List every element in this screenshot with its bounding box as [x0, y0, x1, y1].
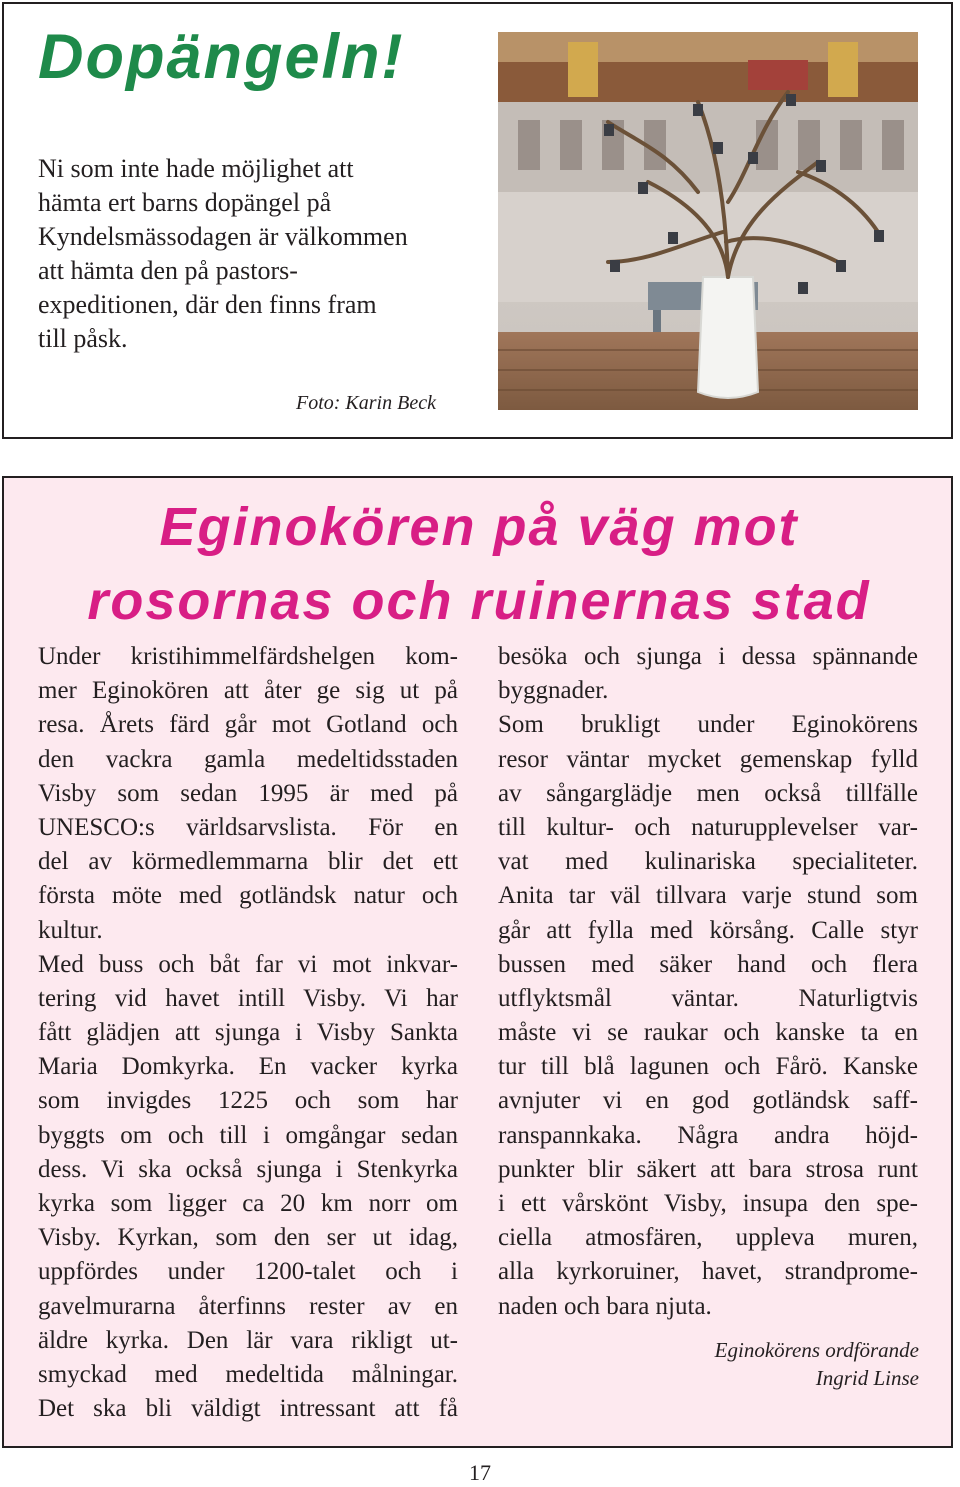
notice-line: expeditionen, där den finns fram — [38, 290, 377, 319]
body-line: av sångarglädje men också tillfälle — [498, 779, 918, 807]
notice-line: att hämta den på pastors- — [38, 256, 298, 285]
body-line: bussen med säker hand och flera — [498, 950, 918, 978]
headline-line: Eginokören på väg mot — [159, 497, 799, 557]
body-line: går att fylla med körsång. Calle styr — [498, 916, 918, 944]
body-line: tering vid havet intill Visby. Vi har — [38, 984, 458, 1012]
body-line: i ett vårskönt Visby, insupa den spe- — [498, 1190, 918, 1217]
body-line: alla kyrkoruiner, havet, strandprome- — [498, 1258, 918, 1286]
body-line: den vackra gamla medeltidsstaden — [38, 745, 458, 773]
article-right-column — [498, 640, 918, 1324]
body-line: kultur. — [38, 916, 103, 944]
photo-credit: Foto: Karin Beck — [296, 392, 436, 414]
body-line: Anita tar väl tillvara varje stund som — [498, 882, 918, 910]
angel-tree-image — [498, 32, 918, 410]
body-line: uppfördes under 1200-talet och i — [38, 1258, 458, 1286]
body-line: ciella atmosfären, uppleva muren, — [498, 1224, 918, 1252]
body-line: byggnader. — [498, 677, 609, 705]
church-altar-photo — [498, 32, 918, 410]
notice-line: Ni som inte hade möjlighet att — [38, 154, 354, 183]
article-left-column — [38, 640, 458, 1426]
body-line: vat med kulinariska specialiteter. — [498, 848, 918, 876]
article-headline — [0, 490, 958, 638]
body-line: ranspannkaka. Några andra höjd- — [498, 1121, 918, 1149]
body-line: som invigdes 1225 och som har — [38, 1087, 458, 1115]
body-line: utflyktsmål väntar. Naturligtvis — [498, 984, 918, 1012]
headline-line: rosornas och ruinernas stad — [87, 571, 871, 631]
body-line: resor väntar mycket gemenskap fylld — [498, 745, 918, 773]
page-number: 17 — [469, 1460, 491, 1485]
body-line: avnjuter vi en god gotländsk saff- — [498, 1087, 918, 1115]
angel-notice-title: Dopängeln! — [38, 22, 405, 92]
body-line: äldre kyrka. Den lär vara rikligt ut- — [38, 1326, 458, 1354]
body-line: naden och bara njuta. — [498, 1292, 712, 1320]
body-line: Under kristihimmelfärdshelgen kom- — [38, 643, 458, 670]
angel-notice-text — [38, 152, 458, 356]
body-line: måste vi se raukar och kanske ta en — [498, 1019, 918, 1047]
body-line: punkter blir säkert att bara strosa runt — [498, 1155, 918, 1183]
body-line: dess. Vi ska också sjunga i Stenkyrka — [38, 1155, 458, 1183]
signature-role: Eginokörens ordförande — [714, 1338, 919, 1362]
body-line: byggts om och till i omgångar sedan — [38, 1121, 458, 1149]
notice-line: hämta ert barns dopängel på — [38, 188, 332, 217]
body-line: Med buss och båt far vi mot inkvar- — [38, 950, 458, 978]
body-line: tur till blå lagunen och Fårö. Kanske — [498, 1053, 918, 1081]
body-line: Visby. Kyrkan, som den ser ut idag, — [38, 1224, 458, 1252]
body-line: till kultur- och naturupplevelser var- — [498, 813, 918, 841]
notice-line: till påsk. — [38, 324, 128, 353]
body-line: besöka och sjunga i dessa spännande — [498, 643, 918, 670]
article-signature — [498, 1336, 919, 1392]
body-line: del av körmedlemmarna blir det ett — [38, 848, 458, 876]
body-line: första möte med gotländsk natur och — [38, 882, 458, 910]
body-line: smyckad med medeltida målningar. — [38, 1360, 458, 1388]
body-line: gavelmurarna återfinns rester av en — [38, 1292, 458, 1320]
body-line: Som brukligt under Eginokörens — [498, 711, 918, 739]
notice-line: Kyndelsmässodagen är välkommen — [38, 222, 408, 251]
body-line: fått glädjen att sjunga i Visby Sankta — [38, 1019, 458, 1047]
body-line: UNESCO:s världsarvslista. För en — [38, 813, 458, 841]
body-line: resa. Årets färd går mot Gotland och — [38, 711, 458, 739]
body-line: Visby som sedan 1995 är med på — [38, 779, 458, 807]
signature-name: Ingrid Linse — [815, 1366, 919, 1390]
body-line: Maria Domkyrka. En vacker kyrka — [38, 1053, 458, 1081]
body-line: kyrka som ligger ca 20 km norr om — [38, 1190, 458, 1217]
body-line: Det ska bli väldigt intressant att få — [38, 1395, 458, 1423]
body-line: mer Eginokören att åter ge sig ut på — [38, 677, 458, 705]
